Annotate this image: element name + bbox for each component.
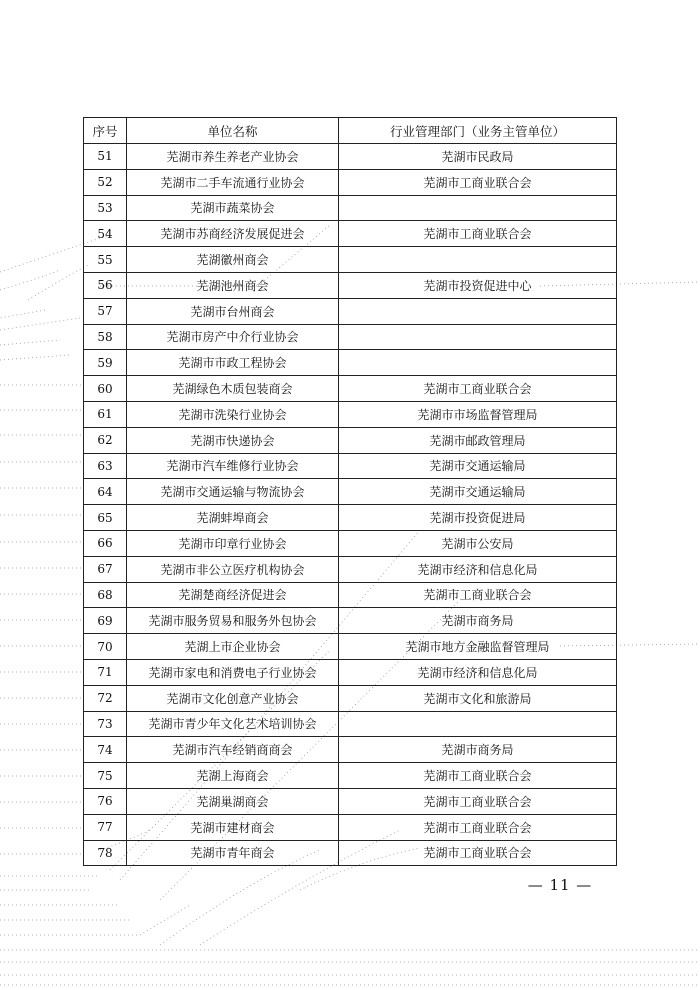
cell-serial: 76 bbox=[84, 788, 127, 814]
cell-unit-name: 芜湖市汽车经销商商会 bbox=[127, 737, 339, 763]
cell-unit-name: 芜湖市房产中介行业协会 bbox=[127, 324, 339, 350]
cell-department bbox=[339, 195, 617, 221]
table-row bbox=[84, 376, 617, 402]
cell-serial: 54 bbox=[84, 221, 127, 247]
header-serial: 序号 bbox=[84, 118, 127, 144]
cell-unit-name: 芜湖巢湖商会 bbox=[127, 788, 339, 814]
table-row bbox=[84, 737, 617, 763]
table-row bbox=[84, 788, 617, 814]
cell-unit-name: 芜湖市蔬菜协会 bbox=[127, 195, 339, 221]
table-row bbox=[84, 840, 617, 866]
table-row bbox=[84, 144, 617, 170]
table-header-row bbox=[84, 118, 617, 144]
cell-unit-name: 芜湖楚商经济促进会 bbox=[127, 582, 339, 608]
cell-department: 芜湖市工商业联合会 bbox=[339, 221, 617, 247]
cell-serial: 78 bbox=[84, 840, 127, 866]
table-row bbox=[84, 401, 617, 427]
cell-unit-name: 芜湖市建材商会 bbox=[127, 814, 339, 840]
cell-unit-name: 芜湖市苏商经济发展促进会 bbox=[127, 221, 339, 247]
cell-serial: 66 bbox=[84, 530, 127, 556]
cell-department: 芜湖市工商业联合会 bbox=[339, 376, 617, 402]
header-unit-name: 单位名称 bbox=[127, 118, 339, 144]
cell-department: 芜湖市交通运输局 bbox=[339, 479, 617, 505]
cell-unit-name: 芜湖市市政工程协会 bbox=[127, 350, 339, 376]
cell-unit-name: 芜湖市洗染行业协会 bbox=[127, 401, 339, 427]
table-row bbox=[84, 634, 617, 660]
cell-department: 芜湖市工商业联合会 bbox=[339, 840, 617, 866]
association-table bbox=[83, 117, 617, 866]
cell-serial: 65 bbox=[84, 505, 127, 531]
cell-serial: 55 bbox=[84, 247, 127, 273]
cell-serial: 64 bbox=[84, 479, 127, 505]
cell-serial: 77 bbox=[84, 814, 127, 840]
cell-department: 芜湖市投资促进局 bbox=[339, 505, 617, 531]
cell-department: 芜湖市工商业联合会 bbox=[339, 582, 617, 608]
cell-serial: 62 bbox=[84, 427, 127, 453]
table-row bbox=[84, 427, 617, 453]
cell-department bbox=[339, 711, 617, 737]
table-row bbox=[84, 169, 617, 195]
cell-department: 芜湖市投资促进中心 bbox=[339, 272, 617, 298]
cell-department: 芜湖市商务局 bbox=[339, 737, 617, 763]
cell-department: 芜湖市经济和信息化局 bbox=[339, 659, 617, 685]
table-row bbox=[84, 221, 617, 247]
cell-unit-name: 芜湖市养生养老产业协会 bbox=[127, 144, 339, 170]
cell-unit-name: 芜湖市台州商会 bbox=[127, 298, 339, 324]
table-row bbox=[84, 530, 617, 556]
cell-unit-name: 芜湖蚌埠商会 bbox=[127, 505, 339, 531]
table-row bbox=[84, 582, 617, 608]
cell-unit-name: 芜湖市快递协会 bbox=[127, 427, 339, 453]
cell-serial: 60 bbox=[84, 376, 127, 402]
table-row bbox=[84, 350, 617, 376]
cell-department: 芜湖市工商业联合会 bbox=[339, 788, 617, 814]
cell-serial: 72 bbox=[84, 685, 127, 711]
cell-department: 芜湖市工商业联合会 bbox=[339, 763, 617, 789]
cell-department: 芜湖市商务局 bbox=[339, 608, 617, 634]
cell-serial: 68 bbox=[84, 582, 127, 608]
cell-department: 芜湖市邮政管理局 bbox=[339, 427, 617, 453]
cell-serial: 71 bbox=[84, 659, 127, 685]
cell-department: 芜湖市公安局 bbox=[339, 530, 617, 556]
cell-department: 芜湖市工商业联合会 bbox=[339, 814, 617, 840]
cell-unit-name: 芜湖市二手车流通行业协会 bbox=[127, 169, 339, 195]
cell-serial: 63 bbox=[84, 453, 127, 479]
cell-unit-name: 芜湖市印章行业协会 bbox=[127, 530, 339, 556]
cell-serial: 74 bbox=[84, 737, 127, 763]
cell-department: 芜湖市文化和旅游局 bbox=[339, 685, 617, 711]
cell-unit-name: 芜湖市交通运输与物流协会 bbox=[127, 479, 339, 505]
cell-unit-name: 芜湖上市企业协会 bbox=[127, 634, 339, 660]
cell-serial: 57 bbox=[84, 298, 127, 324]
table-row bbox=[84, 608, 617, 634]
table-row bbox=[84, 556, 617, 582]
cell-department: 芜湖市民政局 bbox=[339, 144, 617, 170]
cell-serial: 51 bbox=[84, 144, 127, 170]
cell-serial: 59 bbox=[84, 350, 127, 376]
table-row bbox=[84, 685, 617, 711]
cell-department bbox=[339, 350, 617, 376]
table-row bbox=[84, 505, 617, 531]
cell-unit-name: 芜湖市青少年文化艺术培训协会 bbox=[127, 711, 339, 737]
table-row bbox=[84, 711, 617, 737]
table-row bbox=[84, 479, 617, 505]
cell-serial: 56 bbox=[84, 272, 127, 298]
cell-department: 芜湖市经济和信息化局 bbox=[339, 556, 617, 582]
cell-unit-name: 芜湖市汽车维修行业协会 bbox=[127, 453, 339, 479]
header-department: 行业管理部门（业务主管单位） bbox=[339, 118, 617, 144]
cell-serial: 52 bbox=[84, 169, 127, 195]
cell-department bbox=[339, 298, 617, 324]
cell-unit-name: 芜湖市文化创意产业协会 bbox=[127, 685, 339, 711]
cell-serial: 58 bbox=[84, 324, 127, 350]
cell-serial: 69 bbox=[84, 608, 127, 634]
cell-serial: 53 bbox=[84, 195, 127, 221]
page-number: — 11 — bbox=[527, 876, 593, 894]
cell-unit-name: 芜湖徽州商会 bbox=[127, 247, 339, 273]
table-row bbox=[84, 324, 617, 350]
cell-unit-name: 芜湖上海商会 bbox=[127, 763, 339, 789]
table-row bbox=[84, 814, 617, 840]
cell-unit-name: 芜湖市服务贸易和服务外包协会 bbox=[127, 608, 339, 634]
cell-department bbox=[339, 247, 617, 273]
cell-unit-name: 芜湖市家电和消费电子行业协会 bbox=[127, 659, 339, 685]
cell-serial: 75 bbox=[84, 763, 127, 789]
table-row bbox=[84, 453, 617, 479]
table-row bbox=[84, 298, 617, 324]
cell-unit-name: 芜湖市非公立医疗机构协会 bbox=[127, 556, 339, 582]
table-row bbox=[84, 195, 617, 221]
cell-department: 芜湖市市场监督管理局 bbox=[339, 401, 617, 427]
table-row bbox=[84, 659, 617, 685]
cell-serial: 67 bbox=[84, 556, 127, 582]
table-row bbox=[84, 272, 617, 298]
table-row bbox=[84, 763, 617, 789]
cell-serial: 70 bbox=[84, 634, 127, 660]
cell-unit-name: 芜湖池州商会 bbox=[127, 272, 339, 298]
table-row bbox=[84, 247, 617, 273]
cell-serial: 61 bbox=[84, 401, 127, 427]
cell-unit-name: 芜湖市青年商会 bbox=[127, 840, 339, 866]
cell-department: 芜湖市地方金融监督管理局 bbox=[339, 634, 617, 660]
cell-serial: 73 bbox=[84, 711, 127, 737]
cell-department: 芜湖市工商业联合会 bbox=[339, 169, 617, 195]
cell-department bbox=[339, 324, 617, 350]
cell-department: 芜湖市交通运输局 bbox=[339, 453, 617, 479]
cell-unit-name: 芜湖绿色木质包装商会 bbox=[127, 376, 339, 402]
